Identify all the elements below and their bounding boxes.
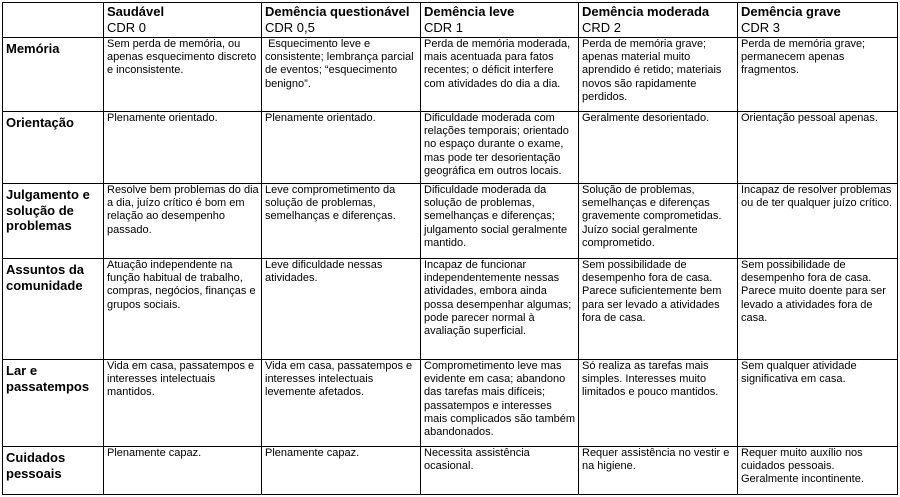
- table-cell: Sem perda de memória, ou apenas esquecimento discreto e inconsistente.: [104, 38, 262, 112]
- row-label-orientacao: Orientação: [3, 112, 104, 184]
- table-cell: Dificuldade moderada da solução de problemas, semelhanças e diferenças; julgamento social geralmente mantido.: [421, 184, 579, 259]
- table-cell: Plenamente orientado.: [104, 112, 262, 184]
- table-cell: Resolve bem problemas do dia a dia, juízo crítico é bom em relação ao desempenho passado.: [104, 184, 262, 259]
- table-body: [3, 38, 898, 495]
- table-row: [3, 447, 898, 495]
- table-cell: Perda de memória moderada, mais acentuada para fatos recentes; o déficit interfere com atividades do dia a dia.: [421, 38, 579, 112]
- column-header-saudavel: [104, 3, 262, 38]
- table-row: [3, 112, 898, 184]
- table-cell: Plenamente orientado.: [262, 112, 421, 184]
- row-label-lar: Lar e passatempos: [3, 360, 104, 447]
- column-title: Saudável: [107, 4, 165, 19]
- table-cell: Solução de problemas, semelhanças e diferenças gravemente comprometidas. Juízo social geralmente comprometido.: [579, 184, 738, 259]
- row-label-memoria: Memória: [3, 38, 104, 112]
- column-header-grave: [738, 3, 898, 38]
- table-row: [3, 38, 898, 112]
- table-header: [3, 3, 898, 38]
- table-cell: Leve dificuldade nessas atividades.: [262, 259, 421, 360]
- column-subtitle: CDR 3: [741, 19, 781, 35]
- table-cell: Geralmente desorientado.: [579, 112, 738, 184]
- table-cell: Necessita assistência ocasional.: [421, 447, 579, 495]
- table-cell: Leve comprometimento da solução de problemas, semelhanças e diferenças.: [262, 184, 421, 259]
- table-cell: Perda de memória grave; apenas material muito aprendido é retido; materiais novos são rapidamente perdidos.: [579, 38, 738, 112]
- row-label-cuidados: Cuidados pessoais: [3, 447, 104, 495]
- table-cell: Comprometimento leve mas evidente em casa; abandono das tarefas mais difíceis; passatempos e interesses mais complicados são também abandonados.: [421, 360, 579, 447]
- table-cell: Dificuldade moderada com relações temporais; orientado no espaço durante o exame, mas pode ter desorientação geográfica em outros locais.: [421, 112, 579, 184]
- column-title: Demência questionável: [265, 4, 410, 19]
- column-title: Demência moderada: [582, 4, 710, 19]
- table-cell: Esquecimento leve e consistente; lembrança parcial de eventos; “esquecimento benigno”.: [262, 38, 421, 112]
- column-header-questionavel: [262, 3, 421, 38]
- table-cell: Plenamente capaz.: [104, 447, 262, 495]
- table-cell: Requer assistência no vestir e na higiene.: [579, 447, 738, 495]
- cdr-table: [2, 2, 898, 495]
- row-label-julgamento: Julgamento e solução de problemas: [3, 184, 104, 259]
- table-cell: Sem possibilidade de desempenho fora de casa. Parece muito doente para ser levado a atividades fora de casa.: [738, 259, 898, 360]
- column-subtitle: CDR 0,5: [265, 19, 315, 35]
- row-label-assuntos: Assuntos da comunidade: [3, 259, 104, 360]
- column-subtitle: CDR 1: [424, 19, 464, 35]
- table-row: [3, 360, 898, 447]
- table-cell: Sem possibilidade de desempenho fora de casa. Parece suficientemente bem para ser levado a atividades fora de casa.: [579, 259, 738, 360]
- table-cell: Requer muito auxílio nos cuidados pessoais. Geralmente incontinente.: [738, 447, 898, 495]
- table-row: [3, 259, 898, 360]
- table-cell: Atuação independente na função habitual de trabalho, compras, negócios, finanças e grupos sociais.: [104, 259, 262, 360]
- table-cell: Orientação pessoal apenas.: [738, 112, 898, 184]
- column-title: Demência leve: [424, 4, 515, 19]
- header-corner: [3, 3, 104, 38]
- column-header-leve: [421, 3, 579, 38]
- column-header-moderada: [579, 3, 738, 38]
- table-row: [3, 184, 898, 259]
- table-cell: Só realiza as tarefas mais simples. Interesses muito limitados e pouco mantidos.: [579, 360, 738, 447]
- column-title: Demência grave: [741, 4, 841, 19]
- table-cell: Plenamente capaz.: [262, 447, 421, 495]
- column-subtitle: CDR 0: [107, 19, 147, 35]
- table-cell: Incapaz de funcionar independentemente nessas atividades, embora ainda possa desempenhar algumas; pode parecer normal à avaliação superficial.: [421, 259, 579, 360]
- table-cell: Vida em casa, passatempos e interesses intelectuais mantidos.: [104, 360, 262, 447]
- column-subtitle: CRD 2: [582, 19, 622, 35]
- table-cell: Vida em casa, passatempos e interesses intelectuais levemente afetados.: [262, 360, 421, 447]
- table-cell: Perda de memória grave; permanecem apenas fragmentos.: [738, 38, 898, 112]
- table-cell: Incapaz de resolver problemas ou de ter qualquer juízo crítico.: [738, 184, 898, 259]
- table-cell: Sem qualquer atividade significativa em casa.: [738, 360, 898, 447]
